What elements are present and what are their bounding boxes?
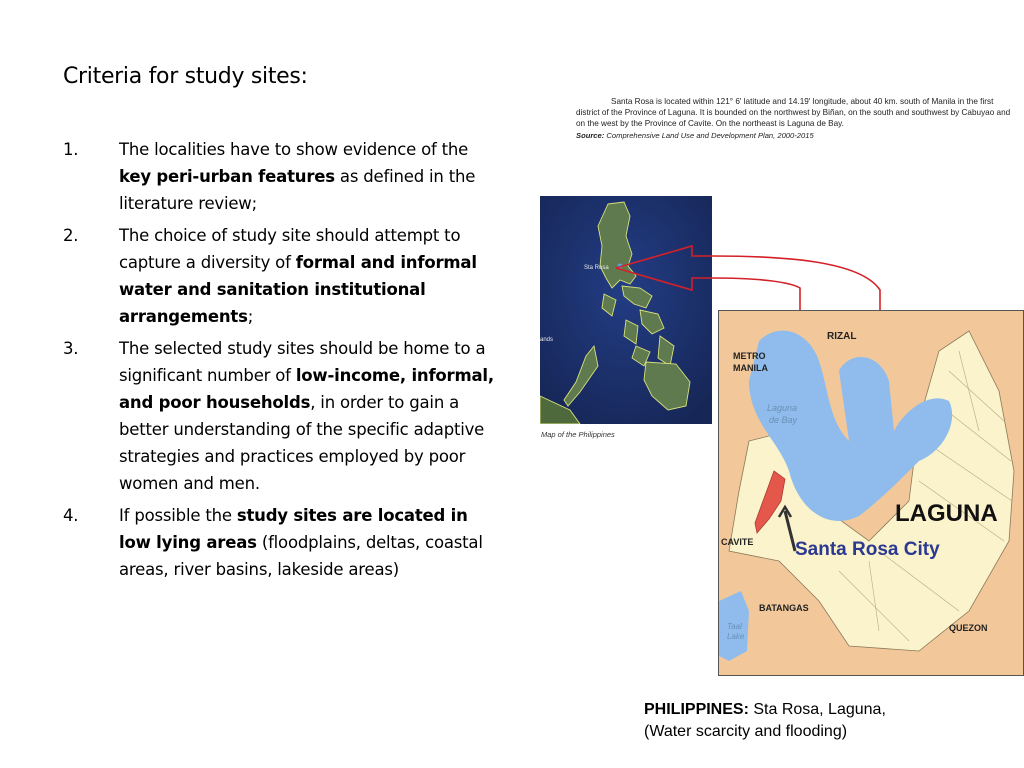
item-text <box>119 335 503 497</box>
item-number: 2. <box>63 226 79 245</box>
philippines-map <box>540 196 712 424</box>
label-metro: METRO <box>733 351 766 361</box>
source-label: Source: <box>576 130 605 140</box>
item-number: 1. <box>63 140 79 159</box>
item-text <box>119 136 503 217</box>
location-note <box>576 96 1016 141</box>
item-number: 3. <box>63 339 79 358</box>
philippines-map-graphic <box>540 196 712 424</box>
bold-segment: low-income, informal, and poor households <box>119 366 494 412</box>
bold-segment: key peri-urban features <box>119 167 335 186</box>
text-segment: (floodplains, deltas, coastal areas, river basins, lakeside areas) <box>119 533 483 579</box>
laguna-map-graphic <box>719 311 1023 675</box>
item-text <box>119 502 503 583</box>
label-laguna-province: LAGUNA <box>895 500 998 527</box>
bold-segment: formal and informal water and sanitation institutional arrangements <box>119 253 477 326</box>
label-laguna-lake: Laguna <box>767 403 798 413</box>
label-quezon: QUEZON <box>949 623 988 633</box>
label-santa-rosa-city: Santa Rosa City <box>795 539 940 560</box>
caption-topic: (Water scarcity and flooding) <box>644 723 848 740</box>
sta-rosa-marker-label: Sta Rosa <box>584 265 609 271</box>
item-number: 4. <box>63 506 79 525</box>
criteria-item-2 <box>63 222 503 330</box>
philippines-map-caption: Map of the Philippines <box>541 430 615 439</box>
label-cavite: CAVITE <box>721 537 754 547</box>
text-segment: The selected study sites should be home to a significant number of <box>119 339 486 385</box>
criteria-list <box>63 136 503 588</box>
slide-title: Criteria for study sites: <box>63 64 308 89</box>
laguna-map <box>718 310 1024 676</box>
location-note-source <box>576 130 1016 141</box>
text-segment: ; <box>247 307 254 326</box>
text-segment: The localities have to show evidence of the <box>119 140 469 159</box>
caption-country: PHILIPPINES: <box>644 701 749 718</box>
criteria-item-3 <box>63 335 503 497</box>
criteria-item-4 <box>63 502 503 583</box>
text-segment: as defined in the literature review; <box>119 167 476 213</box>
label-manila: MANILA <box>733 363 768 373</box>
caption-location: Sta Rosa, Laguna, <box>748 701 886 718</box>
text-segment: If possible the <box>119 506 237 525</box>
bold-segment: study sites are located in low lying areas <box>119 506 468 552</box>
source-text: Comprehensive Land Use and Development Plan, 2000-2015 <box>606 130 814 140</box>
item-text <box>119 222 503 330</box>
side-label: ands <box>540 337 554 343</box>
criteria-item-1 <box>63 136 503 217</box>
text-segment: , in order to gain a better understanding of the specific adaptive strategies and practices employed by poor women and men. <box>119 393 485 493</box>
label-lake: Lake <box>727 632 745 641</box>
location-note-text: Santa Rosa is located within 121° 6' latitude and 14.19' longitude, about 40 km. south of Manila in the first district of the Province of Laguna. It is bounded on the northwest by Biñan, on the south and southwest by Cabuyao and on the west by the Province of Cavite. On the northeast is Laguna de Bay. <box>576 97 1011 129</box>
map-caption <box>644 699 886 743</box>
label-de-bay: de Bay <box>769 415 798 425</box>
label-batangas: BATANGAS <box>759 603 809 613</box>
text-segment: The choice of study site should attempt to capture a diversity of <box>119 226 461 272</box>
label-rizal: RIZAL <box>827 331 857 342</box>
label-taal: Taal <box>727 622 742 631</box>
